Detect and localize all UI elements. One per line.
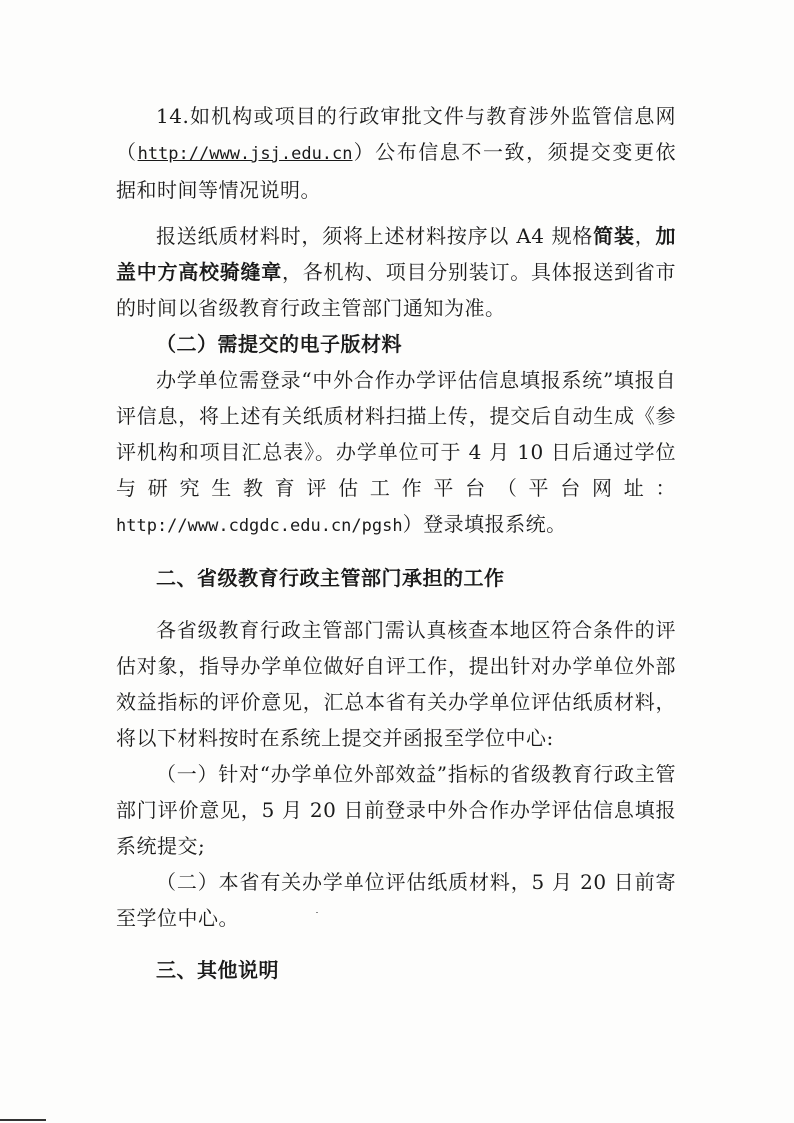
document-body (116, 98, 676, 988)
item-14-text-before: 14.如机构或项目的行政审批文件与教育涉外监管信息网（ (116, 104, 676, 164)
jsj-link[interactable]: http://www.jsj.edu.cn (137, 144, 353, 164)
paper-part1: 报送纸质材料时，须将上述材料按序以 A4 规格 (156, 224, 594, 248)
section-two-intro: 各省级教育行政主管部门需认真核查本地区符合条件的评估对象，指导办学单位做好自评工作，提出针对办学单位外部效益指标的评价意见，汇总本省有关办学单位评估纸质材料，将以下材料按时在系统上提交并函报至学位中心: (116, 618, 676, 750)
section-two-item-2: （二）本省有关办学单位评估纸质材料，5 月 20 日前寄至学位中心。 (116, 870, 676, 930)
section-three-heading: 三、其他说明 (156, 958, 279, 982)
section-two-heading: 二、省级教育行政主管部门承担的工作 (156, 566, 505, 590)
paper-part2: ， (634, 224, 656, 248)
item-14-text-after: ）公布信息不一致，须提交变更依据和时间等情况说明。 (116, 140, 677, 202)
electronic-materials-paragraph (116, 362, 676, 544)
electronic-materials-heading: （二）需提交的电子版材料 (156, 332, 402, 356)
paper-submission-paragraph (116, 218, 676, 326)
item-14-paragraph (116, 98, 676, 208)
paper-bold-seal: 加盖中方高校骑缝章 (116, 224, 677, 284)
electronic-body-part2: ）登录填报系统。 (402, 512, 567, 536)
paper-bold-simple-binding: 简装 (593, 224, 635, 248)
cdgdc-link[interactable]: http://www.cdgdc.edu.cn/pgsh (116, 516, 403, 536)
paper-part3: ，各机构、项目分别装订。具体报送到省市的时间以省级教育行政主管部门通知为准。 (116, 260, 676, 320)
electronic-body-part1: 办学单位需登录“中外合作办学评估信息填报系统”填报自评信息，将上述有关纸质材料扫描上传，提交后自动生成《参评机构和项目汇总表》。办学单位可于 4 月 10 日后通过学位与研究生教育评估工作平台（平台网址： (116, 368, 676, 500)
scan-speck (316, 912, 318, 913)
scan-edge-mark (0, 1119, 46, 1121)
section-two-item-1: （一）针对“办学单位外部效益”指标的省级教育行政主管部门评价意见，5 月 20 日前登录中外合作办学评估信息填报系统提交; (116, 762, 676, 858)
